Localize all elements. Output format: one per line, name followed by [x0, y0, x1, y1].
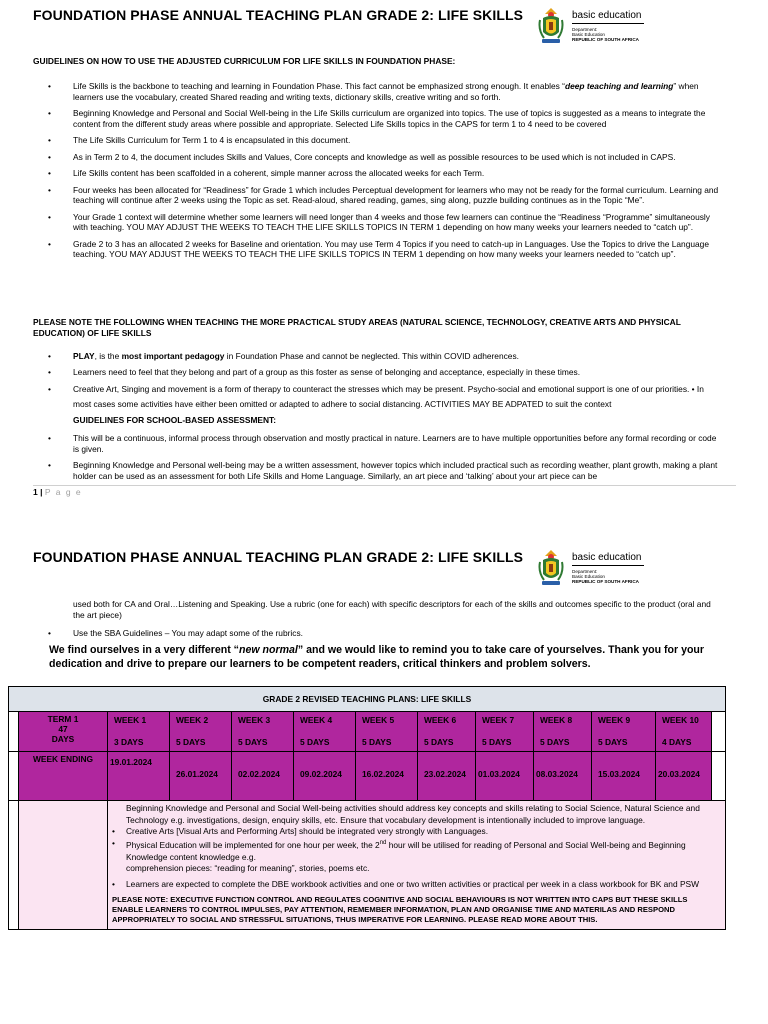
list-item: • Learners are expected to complete the DBE workbook activities and one or two written activities or practical per week in a class workbook for BK and PSW — [112, 879, 700, 890]
list-item: • Your Grade 1 context will determine whether some learners will need longer than 4 weeks and those few learners can continue the “Readiness “Programme” simultaneously with teaching. YOU MAY ADJUST THE WEEKS TO TEACH THE LIFE SKILLS TOPICS IN TERM 1 depending on how many weeks your learners needed to “catch up”. — [48, 211, 710, 232]
document-title: FOUNDATION PHASE ANNUAL TEACHING PLAN GRADE 2: LIFE SKILLS — [33, 549, 524, 565]
guidelines-list — [48, 81, 720, 260]
plan-notes: Beginning Knowledge and Personal and Social Well-being activities should address key concepts and skills relating to Social Science, Natural Science and Technology e.g. investigations, design, enquiry skills, etc. Ensure that vocabulary development is intentionally included to improve language. • Creative Arts [Visual Arts and Performing Arts] should be integrated very strongly with Languages. • Physical Education will be implemented for one hour per week, the 2nd hour will be utilised for reading of Personal and Social Well-being and Beginning Knowledge content knowledge e.g. comprehension pieces: “reading for meaning”, stories, poems etc. • Learners are expected to complete the DBE workbook activities and one or two written activities or practical per week in a class workbook for BK and PSW PLEASE NOTE: EXECUTIVE FUNCTION CONTROL AND REGULATES COGNITIVE AND SOCIAL BEHAVIOURS IS NOT WRITTEN INTO CAPS BUT THESE SKILLS ENABLE LEARNERS TO CONTROL IMPULSES, PAY ATTENTION, REMEMBER INFORMATION, PLAN AND ORGANISE TIME AND MATERILAS AND RESPOND APPROPRIATELY TO SOCIAL AND STRESSFUL SITUATIONS, THUS IMPERATIVE FOR LEARNING. PLEASE READ MORE ABOUT THIS. — [108, 801, 726, 930]
list-item: • This will be a continuous, informal process through observation and mostly practical in nature. Learners are to have multiple opportunities before any formal recording or code is given. — [48, 433, 717, 454]
week-ending-date: 16.02.2024 — [356, 752, 418, 801]
list-item: • The Life Skills Curriculum for Term 1 to 4 is encapsulated in this document. — [48, 135, 351, 145]
week-header: WEEK 4 5 DAYS — [294, 712, 356, 752]
list-item: • Creative Art, Singing and movement is a form of therapy to counteract the stresses which may be present. Psycho-social and emotional support is one of our priorities. • In most cases some activities have either been omitted or adapted to adhere to social distancing. ACTIVITIES MAY BE ADPATED to suit the context — [48, 384, 704, 409]
week-ending-date: 23.02.2024 — [418, 752, 476, 801]
practical-note-list — [48, 351, 720, 412]
closing-message: We find ourselves in a very different “new normal” and we would like to remind you to take care of yourselves. Thank you for your dedication and drive to prepare our learners to be competent readers, critical thinkers and problem solvers. — [49, 644, 705, 670]
week-ending-date: 02.02.2024 — [232, 752, 294, 801]
dbe-logo: basic education Department: Basic Education REPUBLIC OF SOUTH AFRICA — [537, 6, 652, 46]
coat-of-arms-icon — [537, 6, 565, 46]
practical-note-heading: PLEASE NOTE THE FOLLOWING WHEN TEACHING THE MORE PRACTICAL STUDY AREAS (NATURAL SCIENCE, TECHNOLOGY, CREATIVE ARTS AND PHYSICAL EDUCATION) OF LIFE SKILLS — [33, 317, 681, 338]
logo-brand: basic education — [572, 10, 642, 21]
executive-function-note: PLEASE NOTE: EXECUTIVE FUNCTION CONTROL AND REGULATES COGNITIVE AND SOCIAL BEHAVIOURS IS NOT WRITTEN INTO CAPS BUT THESE SKILLS ENABLE LEARNERS TO CONTROL IMPULSES, PAY ATTENTION, REMEMBER INFORMATION, PLAN AND ORGANISE TIME AND MATERILAS AND RESPOND APPROPRIATELY TO SOCIAL AND STRESSFUL SITUATIONS, THUS IMPERATIVE FOR LEARNING. PLEASE READ MORE ABOUT THIS. — [112, 894, 688, 924]
week-ending-date: 26.01.2024 — [170, 752, 232, 801]
page-2 — [0, 505, 768, 1024]
table-caption: GRADE 2 REVISED TEACHING PLANS: LIFE SKILLS — [9, 687, 726, 712]
list-item: • Life Skills content has been scaffolded in a coherent, simple manner across the allocated weeks for each Term. — [48, 168, 485, 178]
list-item: • Four weeks has been allocated for “Readiness” for Grade 1 which includes Perceptual development for learners who may not be ready for the formal curriculum. Learning and teaching will continue after 2 weeks using the Topic as set. Read-aloud, shared reading, games, sing along, puzzle building continues as in the Topic “Me”. — [48, 184, 719, 205]
week-header: WEEK 1 3 DAYS — [108, 712, 170, 752]
list-item: used both for CA and Oral…Listening and Speaking. Use a rubric (one for each) with specific descriptors for each of the skills and outcomes specific to the product (oral and the art piece) — [73, 599, 711, 620]
week-header: WEEK 9 5 DAYS — [592, 712, 656, 752]
list-item: • Creative Arts [Visual Arts and Performing Arts] should be integrated very strongly with Languages. — [112, 826, 489, 837]
term-cell: TERM 1 47 DAYS — [19, 712, 108, 752]
document-title: FOUNDATION PHASE ANNUAL TEACHING PLAN GRADE 2: LIFE SKILLS — [33, 7, 524, 23]
list-item: • Use the SBA Guidelines – You may adapt some of the rubrics. — [48, 628, 303, 638]
week-ending-date: 09.02.2024 — [294, 752, 356, 801]
week-ending-date: 19.01.2024 — [108, 752, 170, 801]
list-item: • Learners need to feel that they belong and part of a group as this foster as sense of belonging and acceptance, especially in these times. — [48, 366, 581, 377]
logo-brand: basic education — [572, 552, 642, 563]
week-header: WEEK 7 5 DAYS — [476, 712, 534, 752]
list-item: • Beginning Knowledge and Personal well-being may be a written assessment, however topics which included practical such as recording weather, plant growth, making a plant holder can be used as an assessment for both Life Skills and Home Language. Similarly, an art piece and ‘talking’ about your art piece can be — [48, 460, 718, 481]
sba-list — [48, 433, 720, 481]
week-ending-date: 01.03.2024 — [476, 752, 534, 801]
page-number: 1 — [33, 487, 38, 497]
dbe-logo: basic education Department: Basic Education REPUBLIC OF SOUTH AFRICA — [537, 548, 652, 588]
list-item: • Physical Education will be implemented for one hour per week, the 2nd hour will be utilised for reading of Personal and Social Well-being and Beginning Knowledge content knowledge e.g. comprehension pieces: “reading for meaning”, stories, poems etc. — [112, 838, 686, 874]
week-header: WEEK 2 5 DAYS — [170, 712, 232, 752]
list-item: • Grade 2 to 3 has an allocated 2 weeks for Baseline and orientation. You may use Term 4 Topics if you need to catch-up in Languages. Use the Topics to drive the Language teaching. YOU MAY ADJUST THE WEEKS TO TEACH THE LIFE SKILLS TOPICS IN TERM 1 depending on how many weeks your learners needed to “catch up”. — [48, 238, 709, 259]
week-ending-date: 08.03.2024 — [534, 752, 592, 801]
page-footer: 1 | P a g e — [33, 487, 83, 497]
list-item: • PLAY, is the most important pedagogy in Foundation Phase and cannot be neglected. This within COVID adherences. — [48, 351, 519, 361]
week-header: WEEK 6 5 DAYS — [418, 712, 476, 752]
page-1 — [0, 0, 768, 505]
teaching-plan-table — [8, 686, 726, 930]
week-header: WEEK 8 5 DAYS — [534, 712, 592, 752]
sba-heading: GUIDELINES FOR SCHOOL-BASED ASSESSMENT: — [73, 415, 277, 425]
week-header: WEEK 5 5 DAYS — [356, 712, 418, 752]
list-item: • Beginning Knowledge and Personal and Social Well-being in the Life Skills curriculum are organized into topics. The use of topics is suggested as a means to integrate the content from the different study areas where possible and appropriate. Selected Life Skills topics in the CAPS for term 1 to 4 need to be covered — [48, 108, 706, 129]
week-header: WEEK 10 4 DAYS — [656, 712, 712, 752]
list-item: • As in Term 2 to 4, the document includes Skills and Values, Core concepts and knowledge as well as possible resources to be used which is not included in CAPS. — [48, 151, 676, 162]
sba-list-continued — [48, 599, 720, 639]
week-ending-label: WEEK ENDING — [19, 752, 108, 801]
week-ending-date: 20.03.2024 — [656, 752, 712, 801]
coat-of-arms-icon — [537, 548, 565, 588]
week-ending-date: 15.03.2024 — [592, 752, 656, 801]
guidelines-heading: GUIDELINES ON HOW TO USE THE ADJUSTED CURRICULUM FOR LIFE SKILLS IN FOUNDATION PHASE: — [33, 56, 456, 66]
week-header: WEEK 3 5 DAYS — [232, 712, 294, 752]
list-item: • Life Skills is the backbone to teaching and learning in Foundation Phase. This fact cannot be emphasized strong enough. It enables “deep teaching and learning” when learners use the vocabulary, created Shared reading and writing texts, dictionary skills, creative writing and so forth. — [48, 81, 699, 102]
